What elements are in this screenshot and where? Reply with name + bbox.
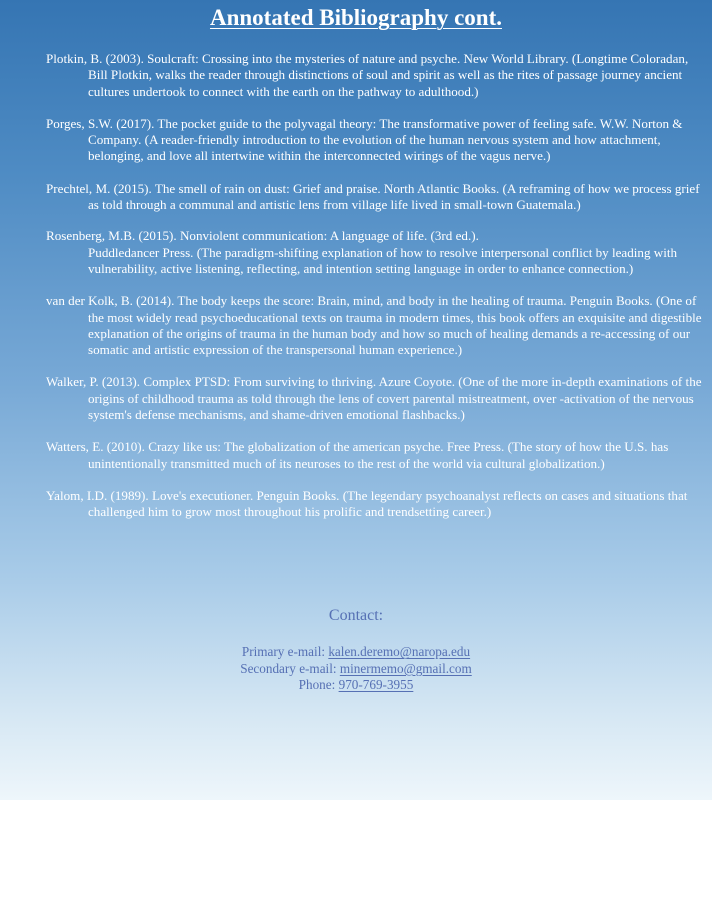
bibliography-entry: Prechtel, M. (2015). The smell of rain on dust: Grief and praise. North Atlantic Books. (A reframing of how we process grief as told through a communal and artistic lens from village life lived in small-town Guatemala.) (46, 180, 700, 213)
bibliography-entry-line: Rosenberg, M.B. (2015). Nonviolent communication: A language of life. (3rd ed.). (46, 228, 479, 244)
secondary-email-line (0, 661, 712, 678)
primary-email-line (0, 644, 712, 661)
primary-email-label: Primary e-mail: (241, 644, 329, 659)
phone-line (0, 677, 712, 694)
primary-email-link[interactable]: kalen.deremo@naropa.edu (328, 644, 471, 659)
bibliography-entry: Yalom, I.D. (1989). Love's executioner. Penguin Books. (The legendary psychoanalyst reflects on cases and situations that challenged him to grow most throughout his prolific and trendsetting career.) (46, 487, 688, 520)
bibliography-list (46, 51, 708, 537)
bibliography-entry (46, 228, 708, 277)
secondary-email-link[interactable]: minermemo@gmail.com (339, 660, 472, 676)
bibliography-entry-line: Puddledancer Press. (The paradigm-shifting explanation of how to resolve interpersonal conflict by leading with vulnerability, active listening, reflecting, and intention setting language in order to enhance connection.) (88, 244, 678, 276)
bibliography-entry: Walker, P. (2013). Complex PTSD: From surviving to thriving. Azure Coyote. (One of the more in-depth examinations of the origins of childhood trauma as told through the lens of covert parental mistreatment, over -activation of the nervous system's defense mechanisms, and shame-driven emotional flashbacks.) (46, 374, 702, 423)
contact-heading: Contact: (328, 607, 384, 624)
bibliography-entry: van der Kolk, B. (2014). The body keeps the score: Brain, mind, and body in the healing of trauma. Penguin Books. (One of the most widely read psychoeducational texts on trauma in modern times, this book offers an exquisite and digestible explanation of the origins of trauma in the human body and how so much of healing demands a re-accessing of our somatic and artistic expression of the transpersonal human experience.) (46, 293, 702, 358)
phone-link[interactable]: 970-769-3955 (338, 677, 414, 692)
bibliography-entry: Watters, E. (2010). Crazy like us: The globalization of the american psyche. Free Press. (The story of how the U.S. has unintentionally transmitted much of its neuroses to the rest of the world via cultural globalization.) (46, 439, 669, 471)
phone-label: Phone: (298, 677, 339, 692)
bibliography-entry: Plotkin, B. (2003). Soulcraft: Crossing into the mysteries of nature and psyche. New World Library. (Longtime Coloradan, Bill Plotkin, walks the reader through distinctions of soul and spirit as well as the rites of passage journey ancient cultures undertook to connect with the earth on the pathway to adulthood.) (46, 51, 689, 99)
secondary-email-label: Secondary e-mail: (240, 660, 340, 676)
bibliography-entry: Porges, S.W. (2017). The pocket guide to the polyvagal theory: The transformative power of feeling safe. W.W. Norton & Company. (A reader-friendly introduction to the evolution of the human nervous system and how attachment, belonging, and love all intertwine within the interconnected wirings of the vagus nerve.) (46, 115, 683, 164)
contact-section (0, 606, 712, 694)
page-title-text: Annotated Bibliography cont. (209, 5, 502, 30)
page-title (0, 4, 712, 32)
